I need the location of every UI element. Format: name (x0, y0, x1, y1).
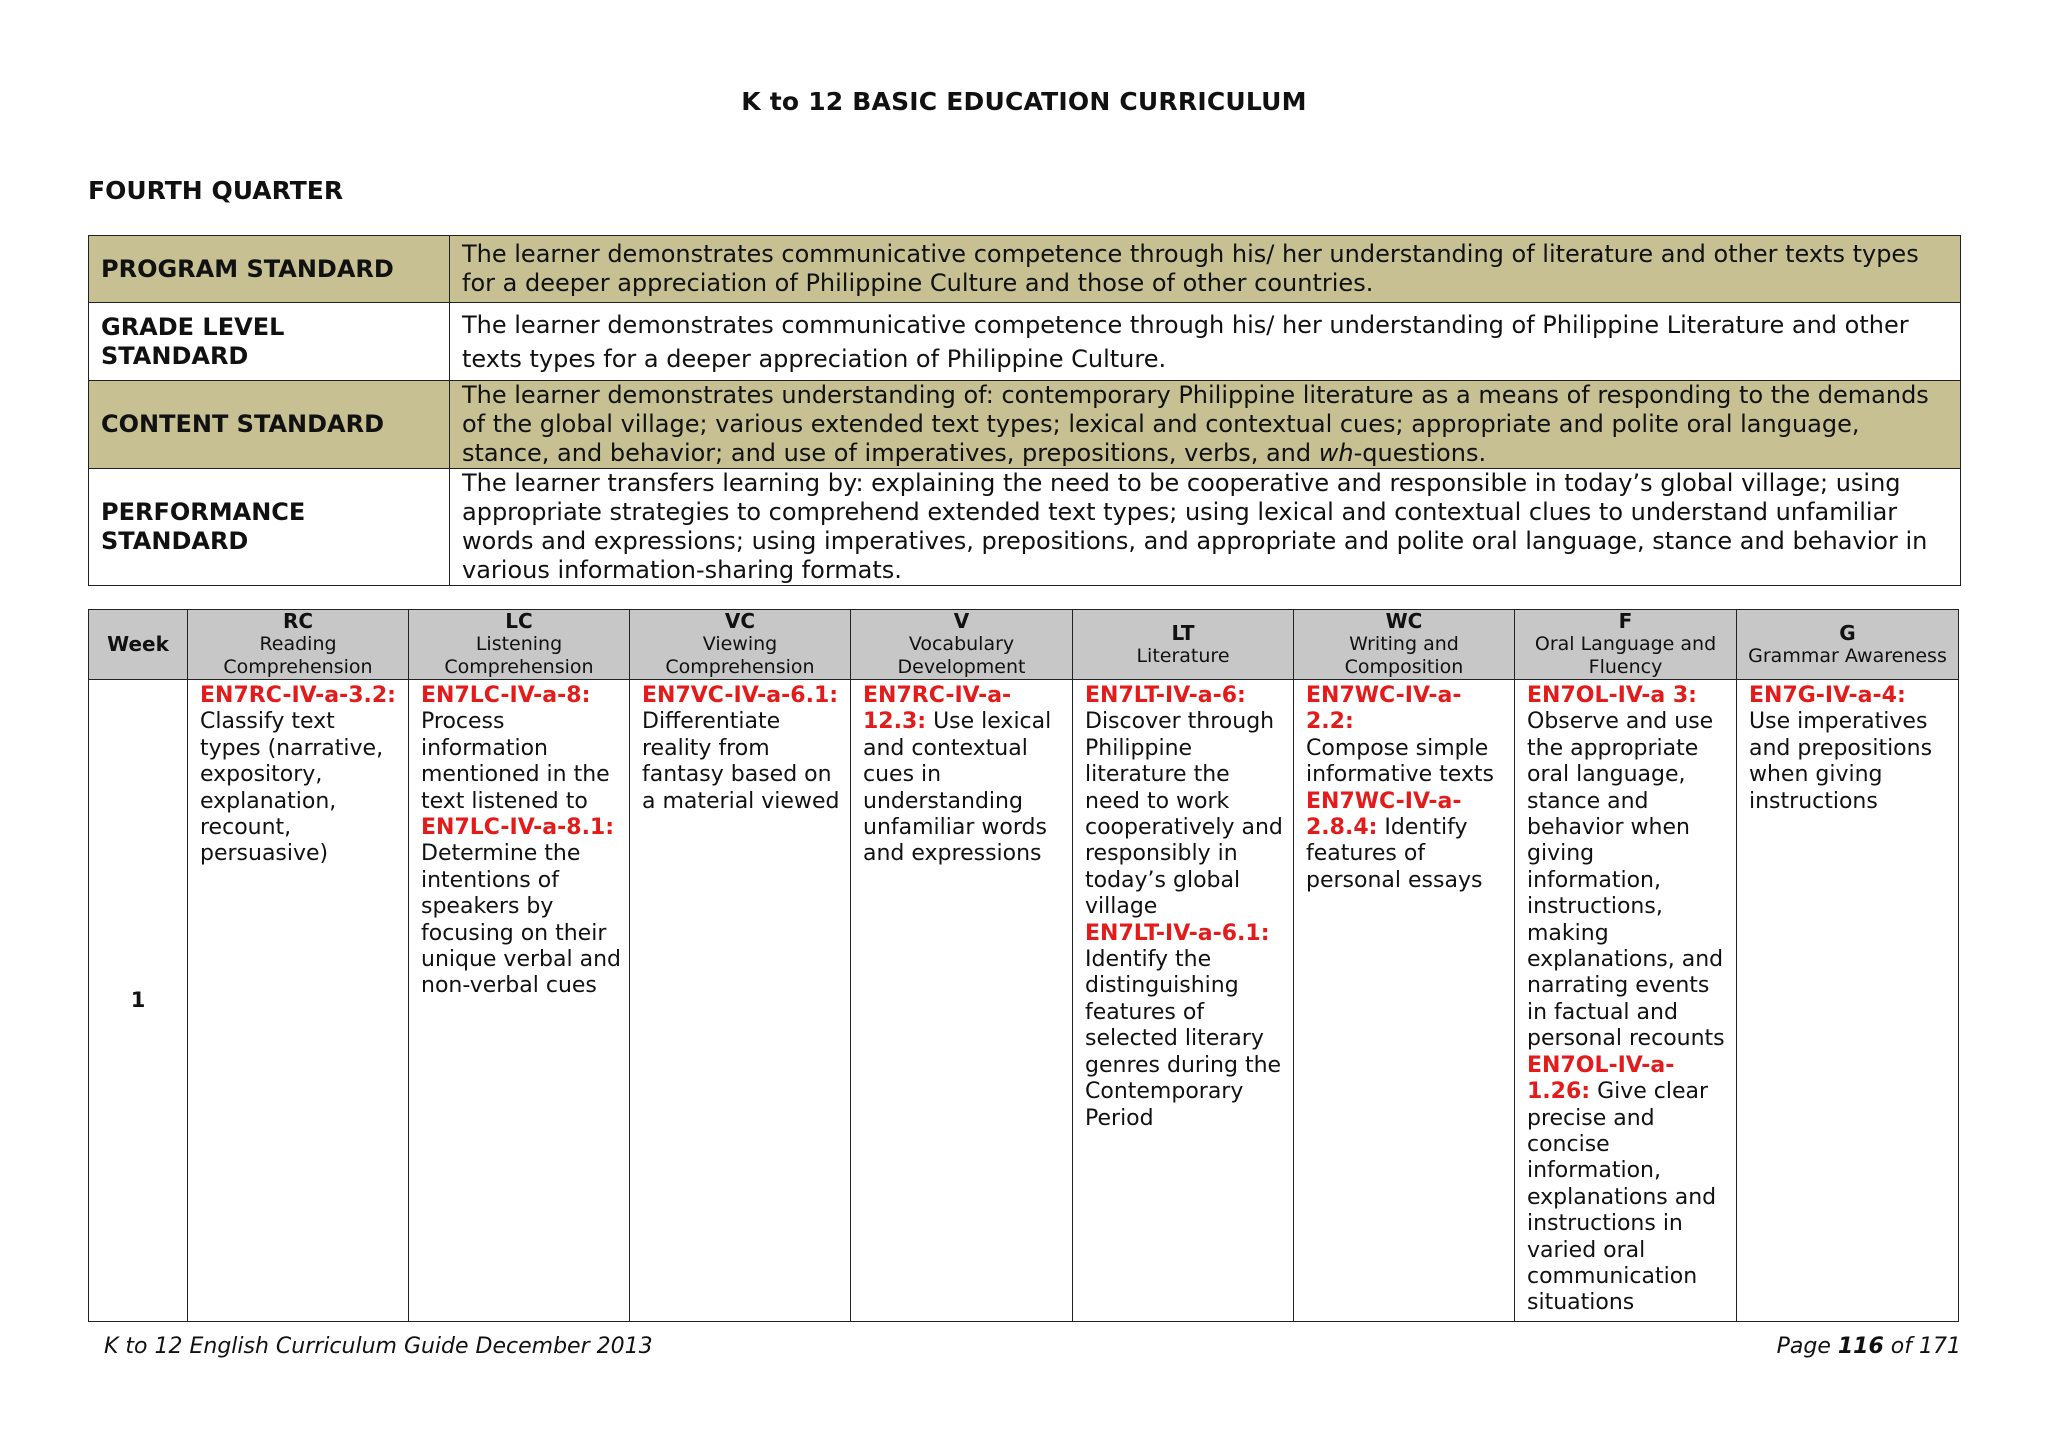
cell-lt (1073, 680, 1294, 1322)
competency-code: EN7LT-IV-a-6.1: (1085, 920, 1270, 946)
competency-code: EN7OL-IV-a-1.26: (1527, 1052, 1675, 1105)
competency-text: Discover through Philippine literature the need to work cooperatively and responsibly in today’s global village (1085, 709, 1283, 920)
standard-label: PERFORMANCE STANDARD (89, 469, 450, 586)
competency-code: EN7VC-IV-a-6.1: (642, 683, 839, 708)
competency-code: EN7RC-IV-a-3.2: (200, 683, 396, 708)
document-title: K to 12 BASIC EDUCATION CURRICULUM (741, 87, 1307, 116)
cell-wc (1294, 680, 1515, 1322)
column-header-wc: WC Writing and Composition (1294, 610, 1515, 680)
competency-text: Use imperatives and prepositions when giving instructions (1749, 709, 1933, 814)
standard-label: CONTENT STANDARD (89, 381, 450, 469)
cell-vc (630, 680, 851, 1322)
competency-code: EN7WC-IV-a-2.2: (1306, 683, 1462, 735)
column-header-f: F Oral Language and Fluency (1515, 610, 1737, 680)
competency-text: Classify text types (narrative, expository, explanation, recount, persuasive) (200, 709, 384, 867)
competency-text: Compose simple informative texts (1306, 735, 1494, 788)
competency-text: Use lexical and contextual cues in understanding unfamiliar words and expressions (863, 709, 1052, 867)
page-number: 116 (1837, 1334, 1884, 1359)
week-number: 1 (89, 680, 188, 1322)
cell-rc (188, 680, 409, 1322)
table-header-row (89, 610, 1959, 680)
content-standard-row (89, 381, 1961, 469)
competency-text: Identify the distinguishing features of selected literary genres during the Contemporary Period (1085, 947, 1282, 1131)
column-header-vc: VC Viewing Comprehension (630, 610, 851, 680)
competency-text: Give clear precise and concise information, explanations and instructions in varied oral communication situations (1527, 1079, 1717, 1316)
competency-code: EN7G-IV-a-4: (1749, 683, 1906, 708)
standard-text: The learner demonstrates understanding of: contemporary Philippine literature as a means of responding to the demands of the global village; various extended text types; lexical and contextual cues; appropriate and polite oral language, stance, and behavior; and use of imperatives, prepositions, verbs, and wh-questions. (450, 381, 1961, 469)
competency-text: Differentiate reality from fantasy based on a material viewed (642, 709, 840, 814)
competency-code: EN7LT-IV-a-6: (1085, 683, 1246, 708)
grade-level-standard-row (89, 303, 1961, 381)
footer-guide: K to 12 English Curriculum Guide December 2013 (104, 1334, 653, 1359)
competency-code: EN7RC-IV-a-12.3: (863, 683, 1012, 735)
competency-code: EN7LC-IV-a-8: (421, 683, 591, 708)
competency-text: Determine the intentions of speakers by focusing on their unique verbal and non-verbal cues (421, 841, 621, 999)
program-standard-row (89, 236, 1961, 303)
competency-code: EN7WC-IV-a-2.8.4: (1306, 788, 1462, 841)
standard-text: The learner demonstrates communicative competence through his/ her understanding of Philippine Literature and other texts types for a deeper appreciation of Philippine Culture. (450, 303, 1961, 381)
column-header-v: V Vocabulary Development (851, 610, 1073, 680)
standard-label: PROGRAM STANDARD (89, 236, 450, 303)
quarter-heading: FOURTH QUARTER (88, 176, 344, 205)
column-header-lc: LC Listening Comprehension (409, 610, 630, 680)
competency-text: Process information mentioned in the text listened to (421, 709, 610, 814)
standards-table (88, 235, 1961, 586)
standard-label: GRADE LEVEL STANDARD (89, 303, 450, 381)
performance-standard-row (89, 469, 1961, 586)
footer-page: Page 116 of 171 (1776, 1334, 1961, 1359)
week-header: Week (89, 610, 188, 680)
competencies-table (88, 609, 1959, 1322)
column-header-lt: LT Literature (1073, 610, 1294, 680)
column-header-g: G Grammar Awareness (1737, 610, 1959, 680)
standard-text: The learner transfers learning by: explaining the need to be cooperative and responsible in today’s global village; using appropriate strategies to comprehend extended text types; using lexical and contextual clues to understand unfamiliar words and expressions; using imperatives, prepositions, and appropriate and polite oral language, stance and behavior in various information-sharing formats. (450, 469, 1961, 586)
table-row (89, 680, 1959, 1322)
cell-lc (409, 680, 630, 1322)
standard-text: The learner demonstrates communicative competence through his/ her understanding of literature and other texts types for a deeper appreciation of Philippine Culture and those of other countries. (450, 236, 1961, 303)
cell-g (1737, 680, 1959, 1322)
competency-code: EN7OL-IV-a 3: (1527, 683, 1697, 708)
competency-code: EN7LC-IV-a-8.1: (421, 815, 615, 841)
cell-v (851, 680, 1073, 1322)
cell-f (1515, 680, 1737, 1322)
competency-text: Observe and use the appropriate oral language, stance and behavior when giving information, instructions, making explanations, and narrating events in factual and personal recounts (1527, 709, 1725, 1052)
column-header-rc: RC Reading Comprehension (188, 610, 409, 680)
competency-text: Identify features of personal essays (1306, 815, 1483, 893)
